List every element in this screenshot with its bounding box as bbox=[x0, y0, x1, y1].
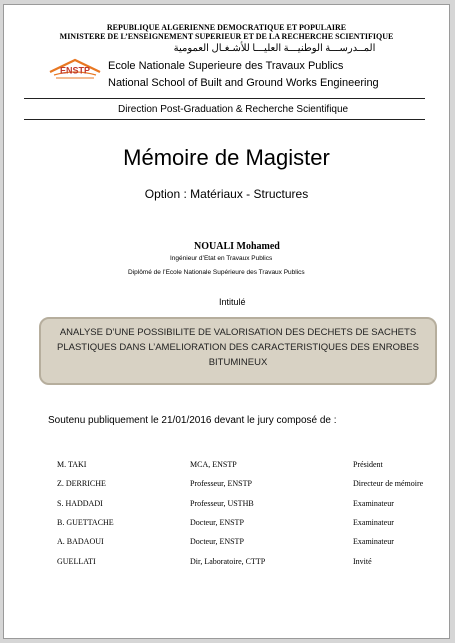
author-role-1: Ingénieur d’Etat en Travaux Publics bbox=[170, 255, 273, 262]
jury-name: S. HADDADI bbox=[57, 499, 103, 508]
arabic-school-name: المــدرســـة الوطنيـــة العليـــا للأشـغـال العمومية bbox=[173, 43, 376, 54]
document-page bbox=[3, 4, 450, 639]
divider-bottom bbox=[24, 119, 425, 120]
school-name-french: Ecole Nationale Superieure des Travaux Publics bbox=[108, 60, 344, 72]
jury-role: Examinateur bbox=[353, 537, 394, 546]
jury-row bbox=[4, 479, 449, 491]
jury-row bbox=[4, 499, 449, 511]
jury-role: Examinateur bbox=[353, 518, 394, 527]
thesis-title-line-3: BITUMINEUX bbox=[208, 357, 268, 368]
divider-top bbox=[24, 98, 425, 99]
jury-row bbox=[4, 537, 449, 549]
jury-row bbox=[4, 518, 449, 530]
thesis-title-line-2: PLASTIQUES DANS L’AMELIORATION DES CARACTERISTIQUES DES ENROBES bbox=[57, 342, 419, 353]
thesis-title-line-1: ANALYSE D’UNE POSSIBILITE DE VALORISATION DES DECHETS DE SACHETS bbox=[59, 327, 417, 338]
jury-role: Examinateur bbox=[353, 499, 394, 508]
school-name-english: National School of Built and Ground Works Engineering bbox=[108, 77, 379, 89]
document-title: Mémoire de Magister bbox=[123, 145, 330, 170]
enstp-logo bbox=[46, 57, 104, 81]
defense-statement: Soutenu publiquement le 21/01/2016 devant le jury composé de : bbox=[48, 415, 337, 426]
republic-header: REPUBLIQUE ALGERIENNE DEMOCRATIQUE ET POPULAIRE bbox=[106, 23, 347, 32]
jury-role: Président bbox=[353, 460, 383, 469]
direction-line: Direction Post-Graduation & Recherche Scientifique bbox=[118, 104, 349, 115]
jury-title: Docteur, ENSTP bbox=[190, 537, 244, 546]
jury-name: M. TAKI bbox=[57, 460, 87, 469]
jury-name: B. GUETTACHE bbox=[57, 518, 114, 527]
author-role-2: Diplômé de l’Ecole Nationale Supérieure des Travaux Publics bbox=[128, 269, 305, 276]
jury-row bbox=[4, 460, 449, 472]
author-name: NOUALI Mohamed bbox=[194, 241, 280, 252]
jury-name: GUELLATI bbox=[57, 557, 96, 566]
intitule-label: Intitulé bbox=[219, 297, 246, 307]
jury-title: Docteur, ENSTP bbox=[190, 518, 244, 527]
logo-text: ENSTP bbox=[59, 65, 91, 76]
jury-name: A. BADAOUI bbox=[57, 537, 104, 546]
thesis-title-box bbox=[39, 317, 437, 385]
jury-title: MCA, ENSTP bbox=[190, 460, 237, 469]
jury-title: Professeur, ENSTP bbox=[190, 479, 252, 488]
jury-title: Dir, Laboratoire, CTTP bbox=[190, 557, 266, 566]
jury-role: Invité bbox=[353, 557, 372, 566]
ministry-header: MINISTERE DE L’ENSEIGNEMENT SUPERIEUR ET DE LA RECHERCHE SCIENTIFIQUE bbox=[59, 32, 394, 41]
jury-title: Professeur, USTHB bbox=[190, 499, 254, 508]
jury-role: Directeur de mémoire bbox=[353, 479, 424, 488]
jury-name: Z. DERRICHE bbox=[57, 479, 106, 488]
option-line: Option : Matériaux - Structures bbox=[144, 187, 309, 201]
jury-row bbox=[4, 557, 449, 569]
